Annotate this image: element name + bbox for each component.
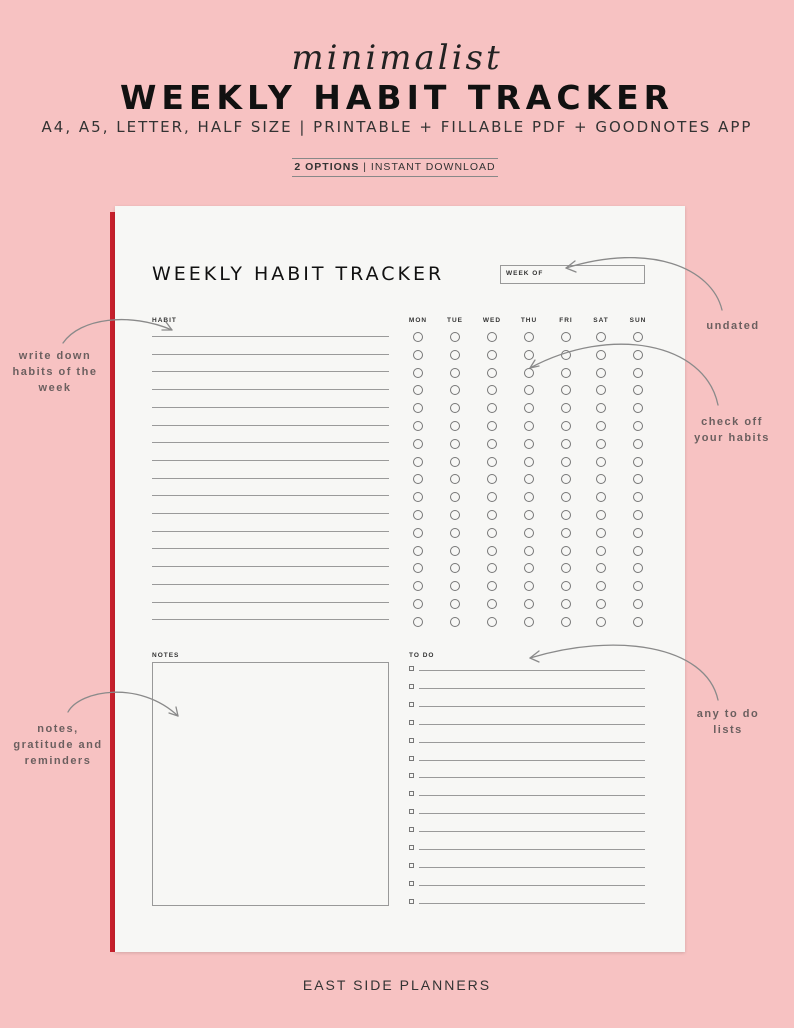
day-header-wed: WED <box>482 317 502 324</box>
annotation-line: write down <box>18 350 92 362</box>
arrow-check-off <box>530 344 718 405</box>
day-header-sat: SAT <box>593 317 609 324</box>
arrow-notes <box>68 692 178 716</box>
arrow-todo <box>530 645 718 700</box>
day-header-mon: MON <box>408 317 428 324</box>
annotation-line: reminders <box>24 755 92 767</box>
annotation-line: week <box>38 382 72 394</box>
day-header-sun: SUN <box>629 317 647 324</box>
arrow-write-down <box>63 320 172 343</box>
annotation-undated: undated <box>706 320 760 332</box>
options-count: 2 OPTIONS <box>294 161 360 173</box>
week-of-label: WEEK OF <box>506 270 544 277</box>
brand-footer: EAST SIDE PLANNERS <box>302 977 492 993</box>
day-header-tue: TUE <box>447 317 463 324</box>
annotation-line: lists <box>713 724 743 736</box>
habit-column-label: HABIT <box>152 317 177 324</box>
day-header-thu: THU <box>520 317 538 324</box>
options-download: | INSTANT DOWNLOAD <box>359 161 496 173</box>
script-title: minimalist <box>291 38 503 78</box>
arrow-undated <box>566 258 722 310</box>
annotation-line: notes, <box>37 723 79 735</box>
annotation-line: any to do <box>696 708 760 720</box>
main-title: WEEKLY HABIT TRACKER <box>119 78 675 117</box>
format-list: A4, A5, LETTER, HALF SIZE | PRINTABLE + FILLABLE PDF + GOODNOTES APP <box>41 118 753 136</box>
notes-label: NOTES <box>152 652 180 659</box>
annotation-line: your habits <box>694 432 770 444</box>
day-header-fri: FRI <box>559 317 573 324</box>
planner-title: WEEKLY HABIT TRACKER <box>152 263 445 285</box>
todo-label: TO DO <box>409 652 435 659</box>
annotation-line: gratitude and <box>13 739 103 751</box>
annotation-line: habits of the <box>12 366 98 378</box>
annotation-line: check off <box>701 416 763 428</box>
